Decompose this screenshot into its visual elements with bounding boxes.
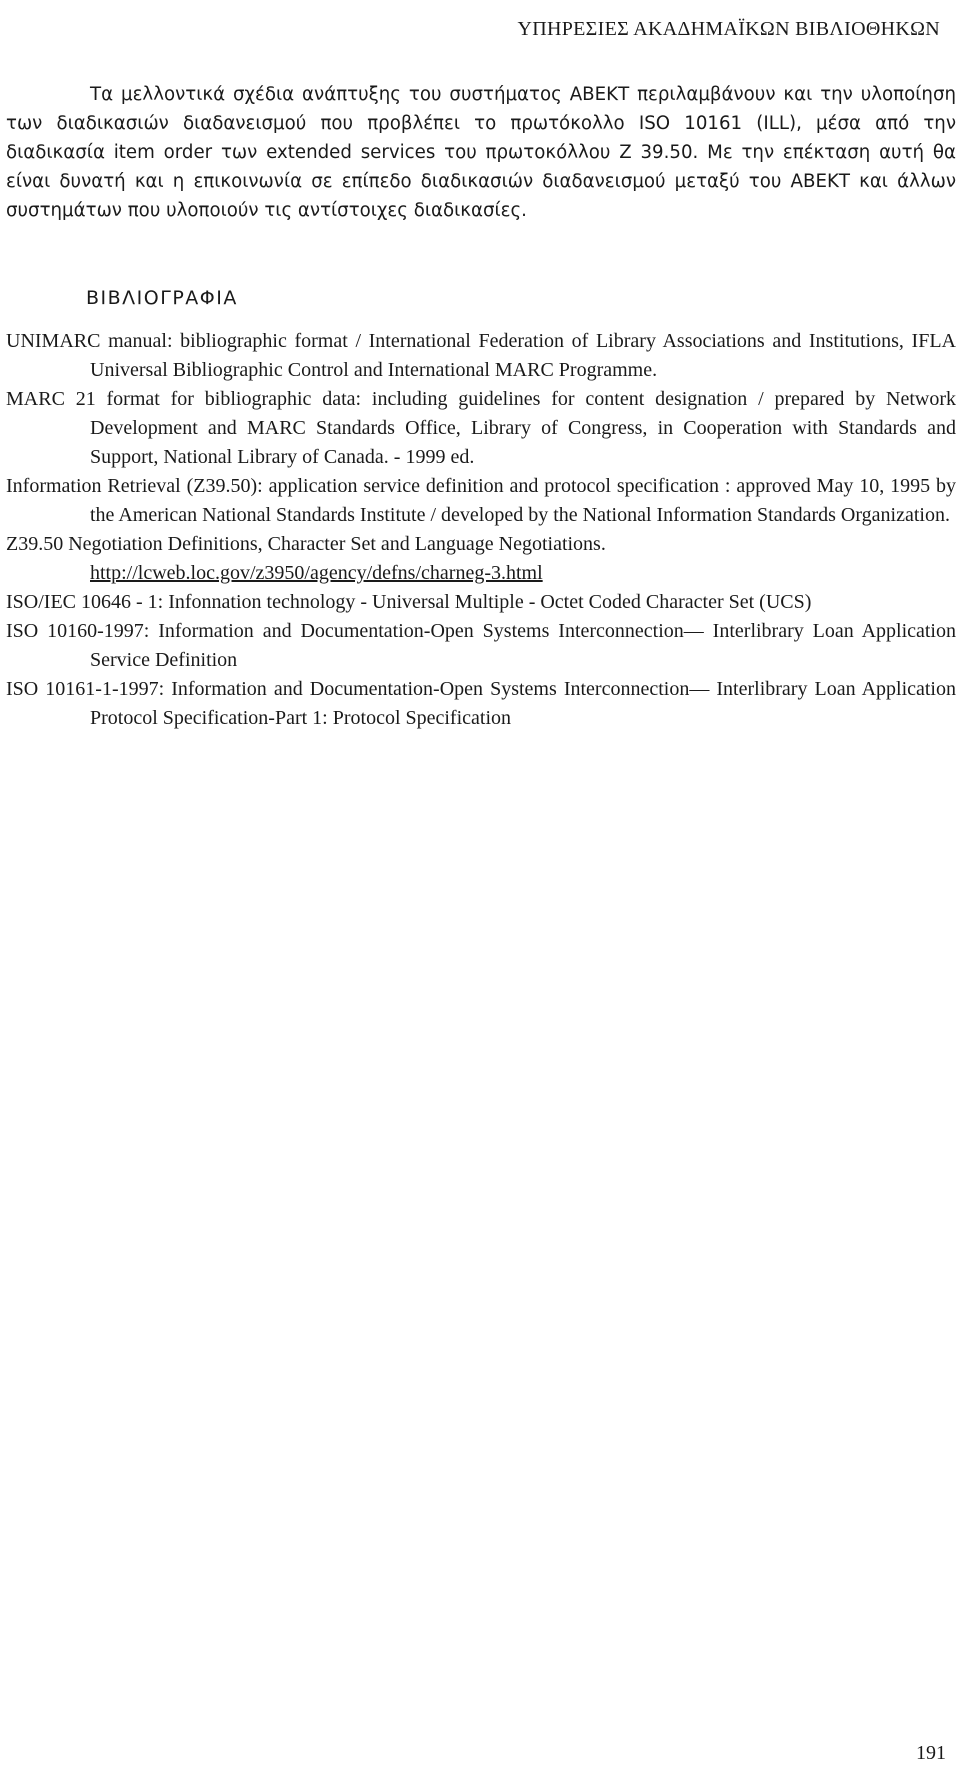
reference-iso-10160: ISO 10160-1997: Information and Documentation-Open Systems Interconnection— Interlibrary Loan Application Service Definition	[6, 620, 956, 671]
reference-iso-10161: ISO 10161-1-1997: Information and Documentation-Open Systems Interconnection— Interlibrary Loan Application Protocol Specification-Part 1: Protocol Specification	[6, 678, 956, 729]
intro-paragraph: Τα μελλοντικά σχέδια ανάπτυξης του συστήματος ΑΒΕΚΤ περιλαμβάνουν και την υλοποίηση των διαδικασιών διαδανεισμού που προβλέπει το πρωτόκολλο ISO 10161 (ILL), μέσα από την διαδικασία item order των extended services του πρωτοκόλλου Ζ 39.50. Με την επέκταση αυτή θα είναι δυνατή και η επικοινωνία σε επίπεδο διαδικασιών διαδανεισμού μεταξύ του ΑΒΕΚΤ και άλλων συστημάτων που υλοποιούν τις αντίστοιχες διαδικασίες.	[6, 84, 956, 221]
reference-z3950-negotiation-text: Z39.50 Negotiation Definitions, Character Set and Language Negotiations.	[6, 533, 606, 555]
bibliography-list	[6, 327, 956, 733]
reference-iso-iec-10646: ISO/IEC 10646 - 1: Infonnation technology - Universal Multiple - Octet Coded Character Set (UCS)	[6, 591, 812, 613]
page-number: 191	[916, 1742, 946, 1764]
bibliography-title: ΒΙΒΛΙΟΓΡΑΦΙΑ	[86, 287, 238, 309]
reference-unimarc: UNIMARC manual: bibliographic format / International Federation of Library Associations and Institutions, IFLA Universal Bibliographic Control and International MARC Programme.	[6, 330, 956, 381]
running-header: ΥΠΗΡΕΣΙΕΣ ΑΚΑΔΗΜΑΪΚΩΝ ΒΙΒΛΙΟΘΗΚΩΝ	[517, 18, 940, 40]
reference-z3950-definition: Information Retrieval (Z39.50): application service definition and protocol specification : approved May 10, 1995 by the American National Standards Institute / developed by the National Information Standards Organization.	[6, 475, 956, 526]
reference-marc21: MARC 21 format for bibliographic data: including guidelines for content designation / prepared by Network Development and MARC Standards Office, Library of Congress, in Cooperation with Standards and Support, National Library of Canada. - 1999 ed.	[6, 388, 956, 468]
reference-z3950-negotiation-link[interactable]: http://lcweb.loc.gov/z3950/agency/defns/charneg-3.html	[90, 562, 543, 584]
reference-z3950-negotiation	[6, 530, 956, 588]
